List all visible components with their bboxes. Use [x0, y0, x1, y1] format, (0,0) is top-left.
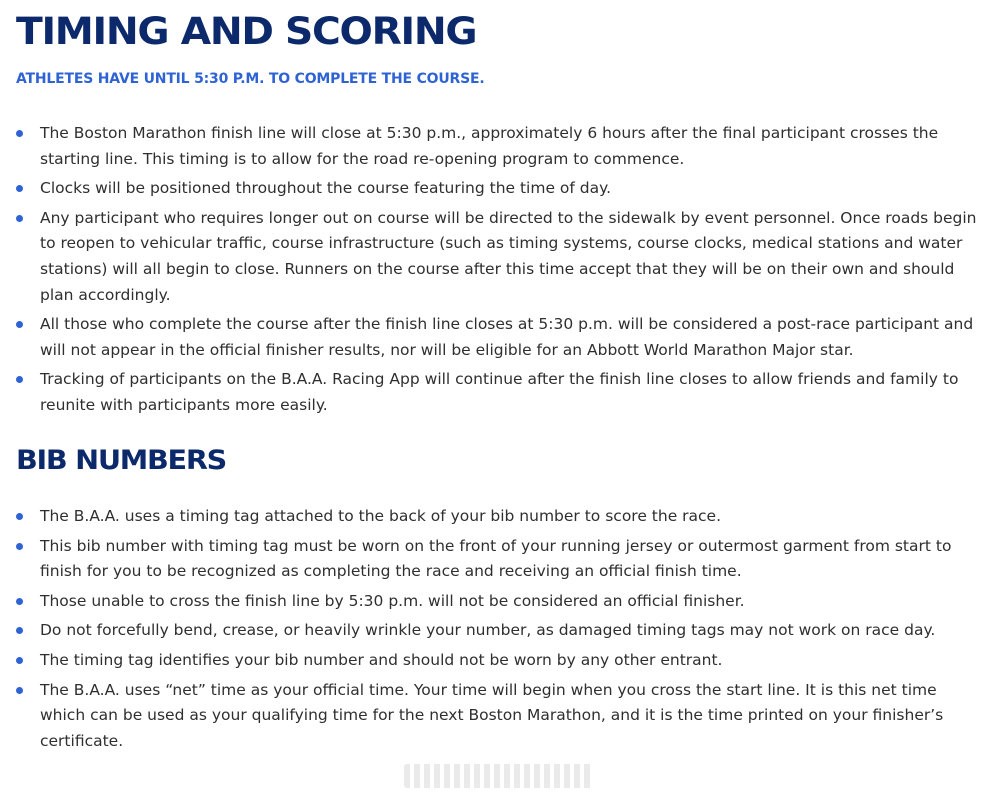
- list-item: [16, 367, 982, 418]
- bib-bullet-list: [16, 504, 982, 758]
- timing-section-subtitle: ATHLETES HAVE UNTIL 5:30 P.M. TO COMPLETE THE COURSE.: [16, 71, 485, 87]
- timing-bullet-list: [16, 121, 982, 423]
- bullet-dot-icon: [16, 543, 23, 550]
- list-item-text: This bib number with timing tag must be worn on the front of your running jersey or outermost garment from start to finish for you to be recognized as completing the race and receiving an official finish time.: [40, 536, 952, 581]
- list-item-text: Do not forcefully bend, crease, or heavily wrinkle your number, as damaged timing tags may not work on race day.: [40, 621, 936, 640]
- bullet-dot-icon: [16, 215, 23, 222]
- list-item: [16, 121, 982, 172]
- bullet-dot-icon: [16, 376, 23, 383]
- list-item-text: The Boston Marathon finish line will close at 5:30 p.m., approximately 6 hours after the final participant crosses the starting line. This timing is to allow for the road re-opening program to commence.: [40, 124, 939, 168]
- list-item: [16, 206, 982, 308]
- list-item-text: Any participant who requires longer out on course will be directed to the sidewalk by event personnel. Once roads begin to reopen to vehicular traffic, course infrastructure (such as timing systems, course clocks, medical stations and water stations) will all begin to close. Runners on the course after this time accept that they will be on their own and should plan accordingly.: [40, 208, 977, 304]
- watermark: [404, 764, 592, 788]
- list-item: [16, 618, 982, 644]
- list-item: [16, 504, 982, 530]
- bullet-dot-icon: [16, 130, 23, 137]
- list-item: [16, 648, 982, 674]
- bullet-dot-icon: [16, 321, 23, 328]
- bullet-dot-icon: [16, 185, 23, 192]
- list-item: [16, 176, 982, 202]
- list-item-text: Clocks will be positioned throughout the course featuring the time of day.: [40, 179, 612, 198]
- list-item-text: All those who complete the course after the finish line closes at 5:30 p.m. will be considered a post-race participant and will not appear in the official finisher results, nor will be eligible for an Abbott World Marathon Major star.: [40, 315, 974, 359]
- bullet-dot-icon: [16, 598, 23, 605]
- bullet-dot-icon: [16, 687, 23, 694]
- list-item: [16, 312, 982, 363]
- bullet-dot-icon: [16, 657, 23, 664]
- timing-section-title: TIMING AND SCORING: [16, 10, 477, 53]
- list-item-text: The B.A.A. uses “net” time as your official time. Your time will begin when you cross the start line. It is this net time which can be used as your qualifying time for the next Boston Marathon, and it is the time printed on your finisher’s certificate.: [40, 680, 944, 750]
- bib-section-title: BIB NUMBERS: [16, 445, 226, 476]
- list-item-text: Those unable to cross the finish line by 5:30 p.m. will not be considered an official finisher.: [40, 591, 745, 610]
- list-item: [16, 589, 982, 615]
- bullet-dot-icon: [16, 627, 23, 634]
- bullet-dot-icon: [16, 513, 23, 520]
- list-item-text: The timing tag identifies your bib number and should not be worn by any other entrant.: [40, 650, 723, 669]
- list-item: [16, 534, 982, 585]
- list-item-text: Tracking of participants on the B.A.A. Racing App will continue after the finish line closes to allow friends and family to reunite with participants more easily.: [40, 370, 959, 414]
- list-item: [16, 678, 982, 755]
- list-item-text: The B.A.A. uses a timing tag attached to the back of your bib number to score the race.: [40, 507, 722, 525]
